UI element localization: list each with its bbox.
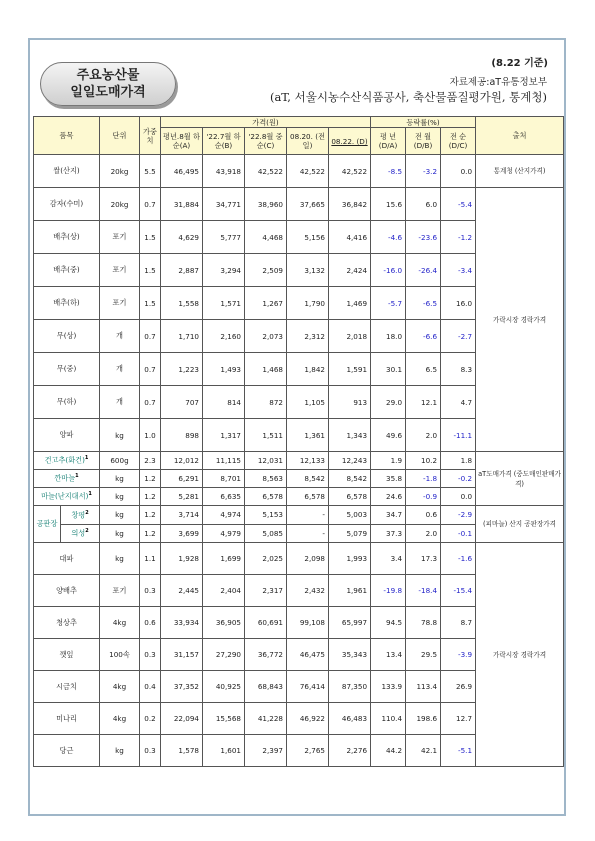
price-value: 872 [245,386,287,419]
data-sources: (aT, 서울시농수산식품공사, 축산물품질평가원, 통계청) [269,90,547,104]
rate-value: -0.1 [441,524,476,543]
item-label: 의성 [71,528,86,538]
header-unit: 단위 [100,117,140,155]
rate-value: 30.1 [371,353,406,386]
price-value: 12,133 [287,452,329,470]
rate-value: -8.5 [371,155,406,188]
weight: 0.7 [140,386,161,419]
price-value: 5,153 [245,506,287,525]
rate-value: 37.3 [371,524,406,543]
rate-value: -2.7 [441,320,476,353]
rate-value: 8.3 [441,353,476,386]
item-name [34,703,100,735]
price-value: 4,979 [203,524,245,543]
price-value: 814 [203,386,245,419]
price-value: 46,922 [287,703,329,735]
price-value: 68,843 [245,671,287,703]
source-cell: 가락시장 경락가격 [476,188,564,452]
price-value: 46,495 [161,155,203,188]
item-label: 시금치 [56,681,77,691]
price-value: 22,094 [161,703,203,735]
rate-value: -5.1 [441,735,476,767]
weight: 0.2 [140,703,161,735]
price-value: 4,416 [329,221,371,254]
price-value: 1,601 [203,735,245,767]
price-value: 60,691 [245,607,287,639]
rate-value: 1.8 [441,452,476,470]
item-label: 배추(하) [53,298,80,307]
item-label: 무(중) [56,364,77,373]
item-name [34,188,100,221]
price-value: 898 [161,419,203,452]
weight: 1.2 [140,488,161,506]
header-rate-period: 전 순 (D/C) [441,128,476,155]
item-label: 깻잎 [59,649,74,659]
weight: 1.2 [140,524,161,543]
header-price-avg: 평년.8월 하순(A) [161,128,203,155]
price-value: 1,267 [245,287,287,320]
item-label: 대파 [59,553,74,563]
price-value: 76,414 [287,671,329,703]
price-value: 3,132 [287,254,329,287]
title-line2: 일일도매가격 [70,85,146,100]
price-value: 8,701 [203,470,245,488]
item-name [34,575,100,607]
price-value: 2,765 [287,735,329,767]
price-value: 4,974 [203,506,245,525]
weight: 0.7 [140,320,161,353]
price-value: 36,842 [329,188,371,221]
weight: 1.2 [140,506,161,525]
item-label: 배추(중) [53,265,80,274]
price-value: 35,343 [329,639,371,671]
price-value: 2,424 [329,254,371,287]
rate-value: 42.1 [406,735,441,767]
price-value: 2,276 [329,735,371,767]
rate-value: -18.4 [406,575,441,607]
unit: 4kg [100,607,140,639]
unit: kg [100,735,140,767]
rate-value: 49.6 [371,419,406,452]
data-provider: 자료제공:aT유통정보부 [449,77,547,88]
weight: 0.6 [140,607,161,639]
unit: 4kg [100,703,140,735]
title-line1: 주요농산물 [76,68,140,83]
price-value: 5,281 [161,488,203,506]
header-source: 출처 [476,117,564,155]
price-value: 43,918 [203,155,245,188]
unit: 100속 [100,639,140,671]
item-label: 미나리 [56,713,77,723]
footnote-mark: 1 [88,491,92,498]
price-value: - [287,506,329,525]
item-label: 배추(상) [53,232,80,241]
weight: 1.5 [140,287,161,320]
price-value: 31,157 [161,639,203,671]
price-value: 1,993 [329,543,371,575]
price-value: 40,925 [203,671,245,703]
source-cell: 통계청 (산지가격) [476,155,564,188]
price-value: 2,887 [161,254,203,287]
item-label: 양배추 [56,585,77,595]
item-label: 창평 [71,509,86,519]
rate-value: -6.6 [406,320,441,353]
price-value: 2,445 [161,575,203,607]
rate-value: 110.4 [371,703,406,735]
price-value: 4,468 [245,221,287,254]
item-label: 양파 [59,430,74,439]
price-value: 6,578 [245,488,287,506]
rate-value: 2.0 [406,524,441,543]
unit: 포기 [100,287,140,320]
unit: 개 [100,353,140,386]
item-name [34,419,100,452]
item-name [34,671,100,703]
unit: kg [100,543,140,575]
item-name [34,320,100,353]
header-price-july: '22.7월 하순(B) [203,128,245,155]
unit: 개 [100,386,140,419]
item-name [34,221,100,254]
rate-value: 35.8 [371,470,406,488]
rate-value: -19.8 [371,575,406,607]
item-name [34,639,100,671]
rate-value: -2.9 [441,506,476,525]
price-value: 5,777 [203,221,245,254]
price-value: 1,105 [287,386,329,419]
price-value: 37,665 [287,188,329,221]
price-value: 37,352 [161,671,203,703]
rate-value: -6.5 [406,287,441,320]
rate-value: -5.4 [441,188,476,221]
price-value: 2,312 [287,320,329,353]
item-label: 당근 [59,745,74,755]
item-name [34,254,100,287]
header-rate-month: 전 월 (D/B) [406,128,441,155]
price-value: 41,228 [245,703,287,735]
price-value: 2,073 [245,320,287,353]
price-value: 1,493 [203,353,245,386]
footnote-mark: 1 [75,473,79,480]
rate-value: 6.5 [406,353,441,386]
price-value: 46,475 [287,639,329,671]
price-value: 1,578 [161,735,203,767]
price-value: 12,031 [245,452,287,470]
item-name [34,470,100,488]
weight: 1.5 [140,221,161,254]
rate-value: 3.4 [371,543,406,575]
rate-value: -23.6 [406,221,441,254]
price-value: 8,563 [245,470,287,488]
rate-value: 2.0 [406,419,441,452]
price-value: 8,542 [287,470,329,488]
rate-value: 78.8 [406,607,441,639]
price-value: 1,591 [329,353,371,386]
price-value: 2,397 [245,735,287,767]
rate-value: -3.9 [441,639,476,671]
rate-value: -0.2 [441,470,476,488]
weight: 0.7 [140,188,161,221]
price-value: 6,578 [287,488,329,506]
price-value: 1,343 [329,419,371,452]
rate-value: -11.1 [441,419,476,452]
price-value: 2,160 [203,320,245,353]
unit: kg [100,524,140,543]
rate-value: 0.0 [441,155,476,188]
market-group-cell [34,506,100,543]
price-value: 6,578 [329,488,371,506]
rate-value: 29.0 [371,386,406,419]
table-row [34,188,564,221]
item-label: 쌀(산지) [53,166,80,175]
item-name [34,287,100,320]
item-name [34,735,100,767]
group-label: 공판장 [34,506,61,542]
header-weight: 가중치 [140,117,161,155]
rate-value: 17.3 [406,543,441,575]
rate-value: 18.0 [371,320,406,353]
price-value: 2,317 [245,575,287,607]
price-value: 6,635 [203,488,245,506]
price-value: 913 [329,386,371,419]
rate-value: 8.7 [441,607,476,639]
footnote-mark: 2 [85,509,89,516]
price-value: 12,243 [329,452,371,470]
price-value: 12,012 [161,452,203,470]
rate-value: 34.7 [371,506,406,525]
rate-value: 15.6 [371,188,406,221]
rate-value: -16.0 [371,254,406,287]
unit: kg [100,506,140,525]
source-cell: 가락시장 경락가격 [476,543,564,767]
footnote-mark: 2 [85,528,89,535]
price-value: 707 [161,386,203,419]
rate-value: 44.2 [371,735,406,767]
item-name [34,155,100,188]
price-value: 6,291 [161,470,203,488]
rate-value: -0.9 [406,488,441,506]
price-value: 5,003 [329,506,371,525]
price-value: 38,960 [245,188,287,221]
item-label: 무(하) [56,397,77,406]
rate-value: -3.4 [441,254,476,287]
weight: 5.5 [140,155,161,188]
price-value: 1,469 [329,287,371,320]
price-value: 1,511 [245,419,287,452]
market-group-inner [34,506,99,542]
item-name [34,353,100,386]
rate-value: -4.6 [371,221,406,254]
item-name [34,386,100,419]
item-name [34,452,100,470]
price-value: 1,699 [203,543,245,575]
rate-value: -1.2 [441,221,476,254]
item-label: 청상추 [56,617,77,627]
price-value: 36,772 [245,639,287,671]
weight: 2.3 [140,452,161,470]
price-value: 33,934 [161,607,203,639]
source-cell: (피마늘) 산지 공판장가격 [476,506,564,543]
price-table [33,116,564,767]
price-value: 36,905 [203,607,245,639]
rate-value: 0.0 [441,488,476,506]
price-value: 2,432 [287,575,329,607]
rate-value: 0.6 [406,506,441,525]
unit: 포기 [100,254,140,287]
basis-date: (8.22 기준) [491,58,548,69]
price-value: 1,361 [287,419,329,452]
price-value: 11,115 [203,452,245,470]
weight: 1.0 [140,419,161,452]
weight: 1.1 [140,543,161,575]
price-value: 1,790 [287,287,329,320]
price-value: 1,961 [329,575,371,607]
price-value: 2,025 [245,543,287,575]
price-value: 4,629 [161,221,203,254]
rate-value: 13.4 [371,639,406,671]
rate-value: 24.6 [371,488,406,506]
rate-value: 10.2 [406,452,441,470]
rate-value: 12.1 [406,386,441,419]
item-label: 감자(수미) [49,199,84,208]
header-price-group: 가격(원) [161,117,371,128]
price-value: 2,404 [203,575,245,607]
source-cell: aT도매가격 (중도매인판매가격) [476,452,564,506]
weight: 0.3 [140,575,161,607]
item-label: 깐마늘 [54,473,76,483]
price-value: 1,571 [203,287,245,320]
item-name [61,506,100,524]
rate-value: 198.6 [406,703,441,735]
price-value: 2,018 [329,320,371,353]
header-price-today: 08.22. (D) [329,128,371,155]
item-label: 건고추(화건) [44,455,85,465]
unit: kg [100,488,140,506]
price-value: 3,714 [161,506,203,525]
price-value: 5,079 [329,524,371,543]
rate-value: 12.7 [441,703,476,735]
price-value: 42,522 [329,155,371,188]
item-label: 무(상) [56,331,77,340]
price-value: 2,509 [245,254,287,287]
unit: 개 [100,320,140,353]
unit: 포기 [100,575,140,607]
rate-value: 4.7 [441,386,476,419]
price-value: 3,294 [203,254,245,287]
rate-value: -26.4 [406,254,441,287]
rate-value: 6.0 [406,188,441,221]
unit: 600g [100,452,140,470]
header-rate-group: 등락률(%) [371,117,476,128]
unit: 4kg [100,671,140,703]
price-value: 34,771 [203,188,245,221]
rate-value: 94.5 [371,607,406,639]
price-value: 1,468 [245,353,287,386]
unit: 20kg [100,188,140,221]
price-value: 1,710 [161,320,203,353]
header-price-prev-day: 08.20. (전일) [287,128,329,155]
weight: 0.3 [140,639,161,671]
price-value: 42,522 [245,155,287,188]
table-row [34,452,564,470]
rate-value: -5.7 [371,287,406,320]
price-value: 2,098 [287,543,329,575]
price-value: 65,997 [329,607,371,639]
footnote-mark: 1 [84,455,89,462]
price-value: 5,085 [245,524,287,543]
rate-value: 133.9 [371,671,406,703]
item-name [61,524,100,542]
price-value: - [287,524,329,543]
price-value: 46,483 [329,703,371,735]
weight: 0.3 [140,735,161,767]
price-value: 31,884 [161,188,203,221]
price-value: 1,317 [203,419,245,452]
price-value: 15,568 [203,703,245,735]
rate-value: 16.0 [441,287,476,320]
rate-value: -15.4 [441,575,476,607]
price-value: 5,156 [287,221,329,254]
price-value: 27,290 [203,639,245,671]
header-item: 품목 [34,117,100,155]
price-value: 1,842 [287,353,329,386]
unit: 20kg [100,155,140,188]
unit: 포기 [100,221,140,254]
unit: kg [100,470,140,488]
weight: 1.5 [140,254,161,287]
rate-value: 113.4 [406,671,441,703]
price-value: 8,542 [329,470,371,488]
weight: 0.7 [140,353,161,386]
weight: 0.4 [140,671,161,703]
header-rate-avg: 평 년 (D/A) [371,128,406,155]
price-value: 1,558 [161,287,203,320]
weight: 1.2 [140,470,161,488]
unit: kg [100,419,140,452]
table-row [34,543,564,575]
rate-value: -1.8 [406,470,441,488]
item-name [34,543,100,575]
price-value: 3,699 [161,524,203,543]
item-name [34,488,100,506]
price-value: 1,223 [161,353,203,386]
item-name [34,607,100,639]
table-row [34,506,564,525]
price-value: 42,522 [287,155,329,188]
item-label: 마늘(난지대서) [41,491,89,501]
price-value: 99,108 [287,607,329,639]
table-row [34,155,564,188]
rate-value: -3.2 [406,155,441,188]
rate-value: 29.5 [406,639,441,671]
price-value: 1,928 [161,543,203,575]
rate-value: 26.9 [441,671,476,703]
rate-value: 1.9 [371,452,406,470]
rate-value: -1.6 [441,543,476,575]
price-value: 87,350 [329,671,371,703]
title-badge [40,62,176,106]
header-price-aug-mid: '22.8월 중순(C) [245,128,287,155]
